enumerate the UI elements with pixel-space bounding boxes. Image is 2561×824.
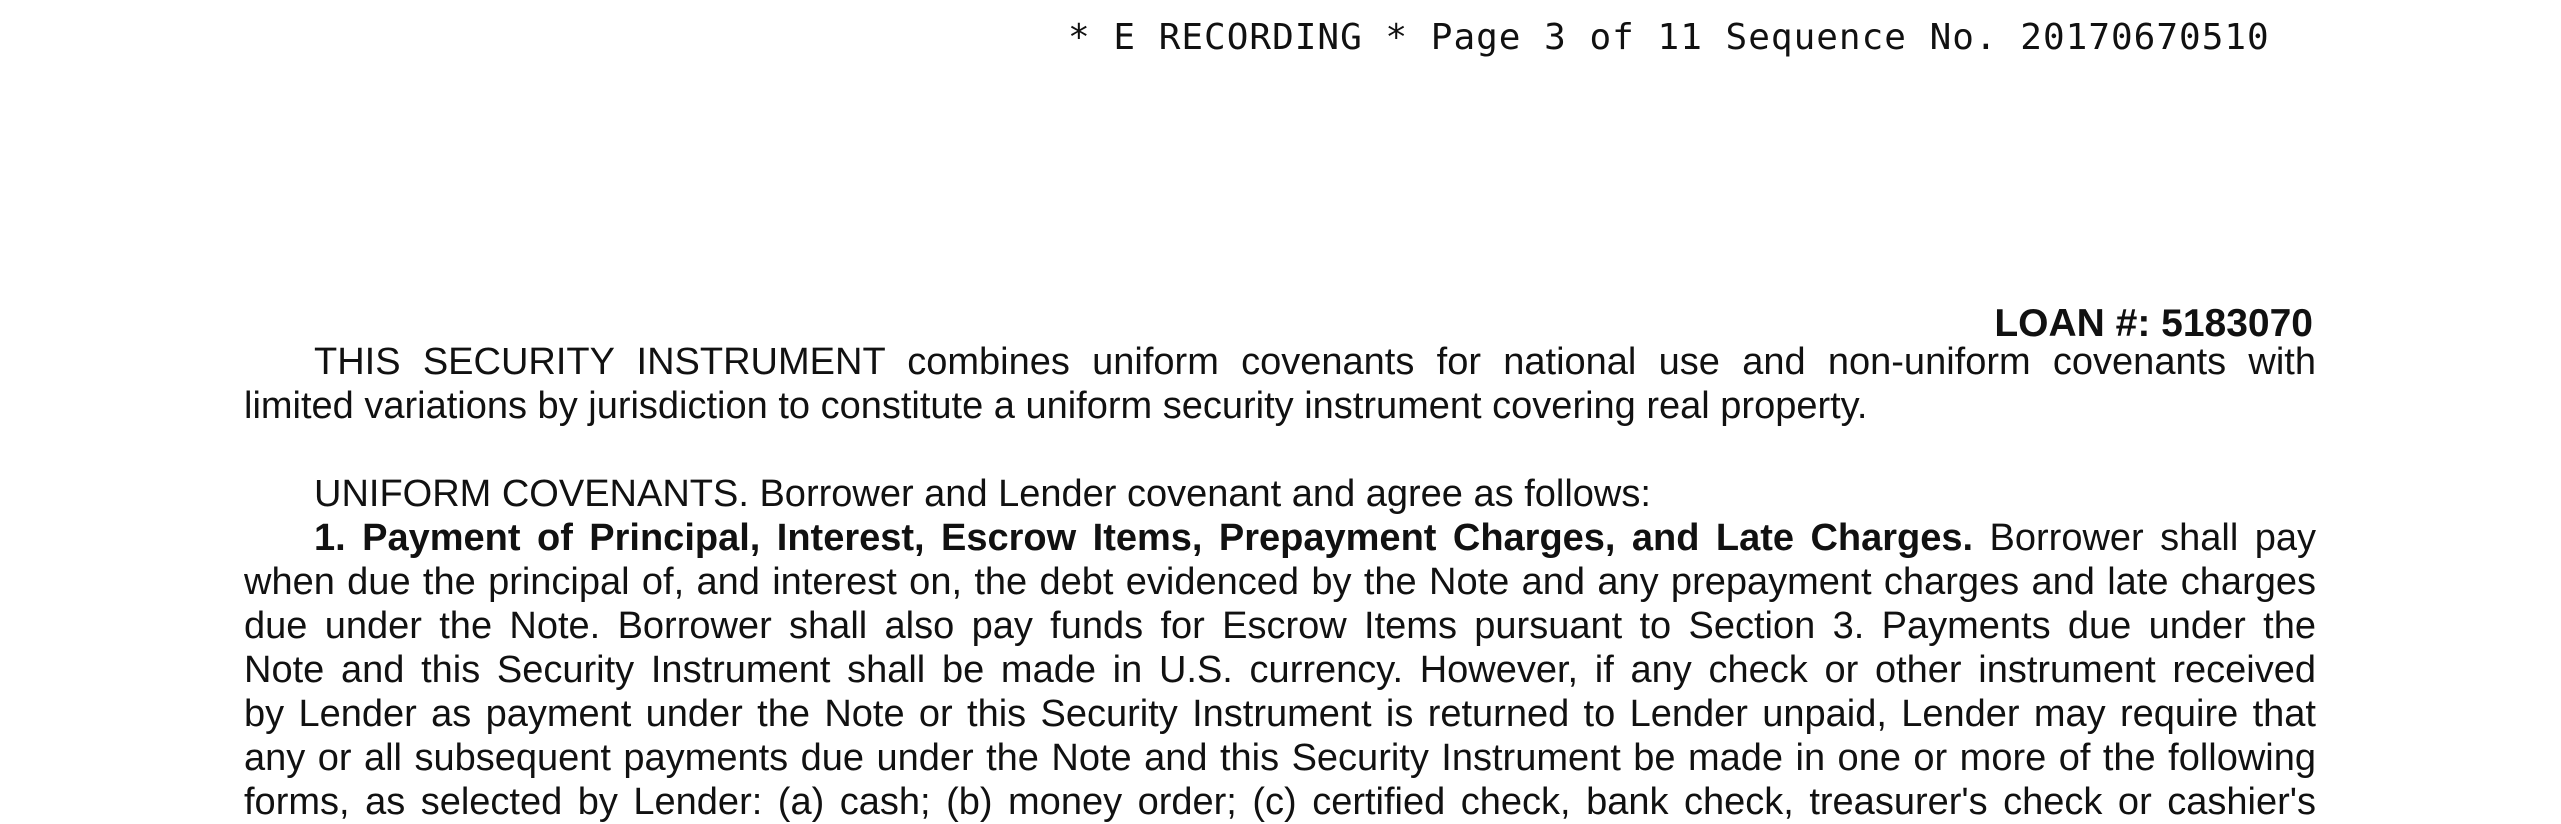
section-1-title: Payment of Principal, Interest, Escrow Items, Prepayment Charges, and Late Charges. — [362, 517, 1974, 559]
section-1-line-1 — [244, 516, 2316, 560]
section-1-line-6: any or all subsequent payments due under the Note and this Security Instrument be made in one or more of the following — [244, 737, 2316, 779]
recording-header: * E RECORDING * Page 3 of 11 Sequence No. 20170670510 — [1068, 17, 2270, 58]
section-1-number: 1. — [314, 517, 346, 559]
section-1-line-5: by Lender as payment under the Note or this Security Instrument is returned to Lender unpaid, Lender may require that — [244, 693, 2316, 735]
intro-line-1: THIS SECURITY INSTRUMENT combines uniform covenants for national use and non-uniform covenants with — [314, 341, 2316, 383]
intro-paragraph — [244, 340, 2316, 428]
section-1-line-1-rest: Borrower shall pay — [1989, 517, 2316, 559]
uniform-covenants-line: UNIFORM COVENANTS. Borrower and Lender covenant and agree as follows: — [314, 473, 1651, 515]
section-1-line-4: Note and this Security Instrument shall be made in U.S. currency. However, if any check or other instrument received — [244, 649, 2316, 691]
uniform-covenants-heading — [244, 472, 2316, 516]
section-1-paragraph — [244, 516, 2316, 824]
section-1-line-3: due under the Note. Borrower shall also pay funds for Escrow Items pursuant to Section 3. Payments due under the — [244, 605, 2316, 647]
loan-number: LOAN #: 5183070 — [1994, 302, 2313, 345]
intro-line-2: limited variations by jurisdiction to constitute a uniform security instrument covering real property. — [244, 385, 1868, 427]
section-1-line-2: when due the principal of, and interest on, the debt evidenced by the Note and any prepayment charges and late charges — [244, 561, 2316, 603]
section-1-line-7: forms, as selected by Lender: (a) cash; (b) money order; (c) certified check, bank check, treasurer's check or cashier's — [244, 781, 2316, 823]
